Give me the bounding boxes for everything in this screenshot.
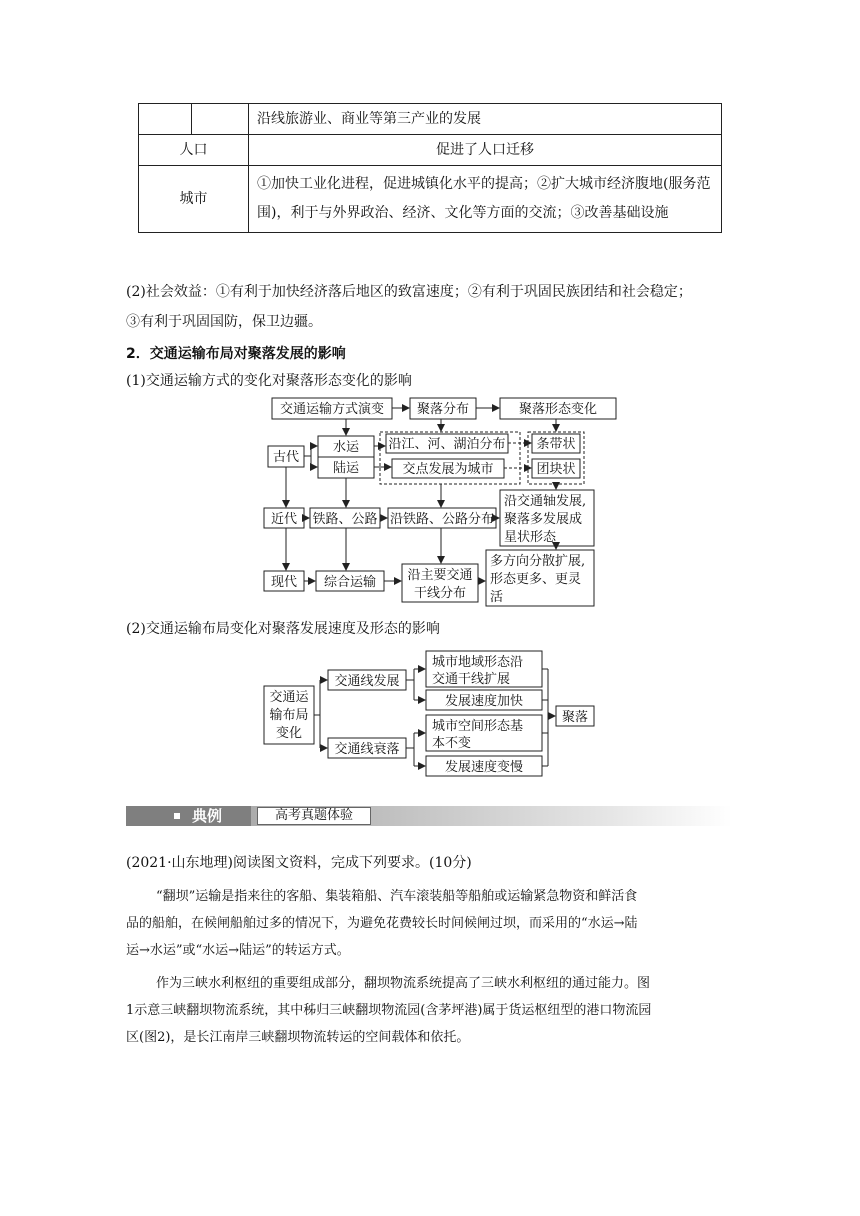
table-cell-population: 促进了人口迁移: [249, 135, 722, 166]
subheading-2: (2)交通运输布局变化对聚落发展速度及形态的影响: [126, 621, 440, 637]
question-p1-line2: 品的船舶，在候闸船舶过多的情况下，为避免花费较长时间候闸过坝，而采用的“水运→陆: [126, 916, 638, 931]
label-strip: 条带状: [536, 437, 576, 452]
label-source-3: 变化: [275, 726, 303, 741]
label-result-3b: 本不变: [432, 736, 472, 751]
label-main-line-2: 干线分布: [413, 586, 467, 601]
label-along-river: 沿江、河、湖泊分布: [388, 437, 506, 452]
label-cluster: 团块状: [536, 462, 576, 477]
square-icon: [174, 813, 180, 819]
label-result-2: 发展速度加快: [444, 694, 524, 709]
question-p1-line1: “翻坝”运输是指来往的客船、集装箱船、汽车滚装船等船舶或运输紧急物资和鲜活食: [156, 889, 638, 904]
question-p2-line1: 作为三峡水利枢纽的重要组成部分，翻坝物流系统提高了三峡水利枢纽的通过能力。图: [156, 976, 651, 991]
label-modern: 近代: [270, 512, 298, 527]
banner-subtitle: 高考真题体验: [257, 807, 371, 825]
label-along-rail: 沿铁路、公路分布: [389, 512, 495, 527]
label-land: 陆运: [332, 461, 360, 476]
social-benefits-line2: ③有利于巩固国防，保卫边疆。: [126, 314, 322, 330]
example-banner: [126, 806, 732, 826]
label-develop: 交通线发展: [334, 674, 400, 689]
label-form-change: 聚落形态变化: [518, 402, 598, 417]
section-title: 2．交通运输布局对聚落发展的影响: [126, 346, 346, 362]
banner-title: 典例: [192, 807, 223, 825]
label-result-1a: 城市地域形态沿: [432, 655, 524, 670]
label-star-2: 聚落多发展成: [504, 512, 583, 527]
label-decline: 交通线衰落: [334, 742, 400, 757]
label-distribution: 聚落分布: [416, 402, 470, 417]
label-multi-1: 多方向分散扩展,: [490, 554, 586, 569]
label-multi-2: 形态更多、更灵: [490, 572, 582, 587]
label-junction: 交点发展为城市: [402, 462, 494, 477]
label-multi-3: 活: [490, 590, 504, 605]
question-p2-line2: 1示意三峡翻坝物流系统，其中秭归三峡翻坝物流园(含茅坪港)属于货运枢纽型的港口物流园: [126, 1003, 652, 1018]
table-label-city: 城市: [139, 166, 249, 233]
label-result-4: 发展速度变慢: [444, 760, 524, 775]
subheading-1: (1)交通运输方式的变化对聚落形态变化的影响: [126, 373, 412, 389]
label-evolution: 交通运输方式演变: [279, 402, 385, 417]
label-star-1: 沿交通轴发展,: [504, 494, 587, 509]
label-rail-road: 铁路、公路: [312, 512, 378, 527]
label-result-3a: 城市空间形态基: [432, 719, 524, 734]
label-ancient: 古代: [272, 450, 300, 465]
question-p1-line3: 运→水运”或“水运→陆运”的转运方式。: [126, 943, 350, 958]
label-source-1: 交通运: [269, 690, 309, 705]
banner-dark-block: [126, 806, 251, 826]
label-result-1b: 交通干线扩展: [432, 672, 511, 687]
table-label-population: 人口: [139, 135, 249, 166]
label-main-line-1: 沿主要交通: [407, 568, 473, 583]
question-p2-line3: 区(图2)，是长江南岸三峡翻坝物流转运的空间载体和依托。: [126, 1030, 470, 1045]
label-integrated: 综合运输: [323, 575, 377, 590]
layout-change-diagram: [264, 651, 594, 776]
label-contemporary: 现代: [270, 575, 298, 590]
table-cell-city: ①加快工业化进程，促进城镇化水平的提高；②扩大城市经济腹地(服务范围)，利于与外界政治、经济、文化等方面的交流；③改善基础设施: [249, 166, 722, 233]
label-settlement: 聚落: [561, 710, 589, 725]
label-source-2: 输布局: [269, 708, 309, 723]
label-star-3: 星状形态: [504, 530, 557, 545]
question-intro: (2021·山东地理)阅读图文资料，完成下列要求。(10分): [126, 855, 472, 871]
table-cell-tertiary: 沿线旅游业、商业等第三产业的发展: [249, 104, 722, 135]
label-water: 水运: [332, 440, 360, 455]
social-benefits-line1: (2)社会效益：①有利于加快经济落后地区的致富速度；②有利于巩固民族团结和社会稳定；: [126, 284, 692, 300]
